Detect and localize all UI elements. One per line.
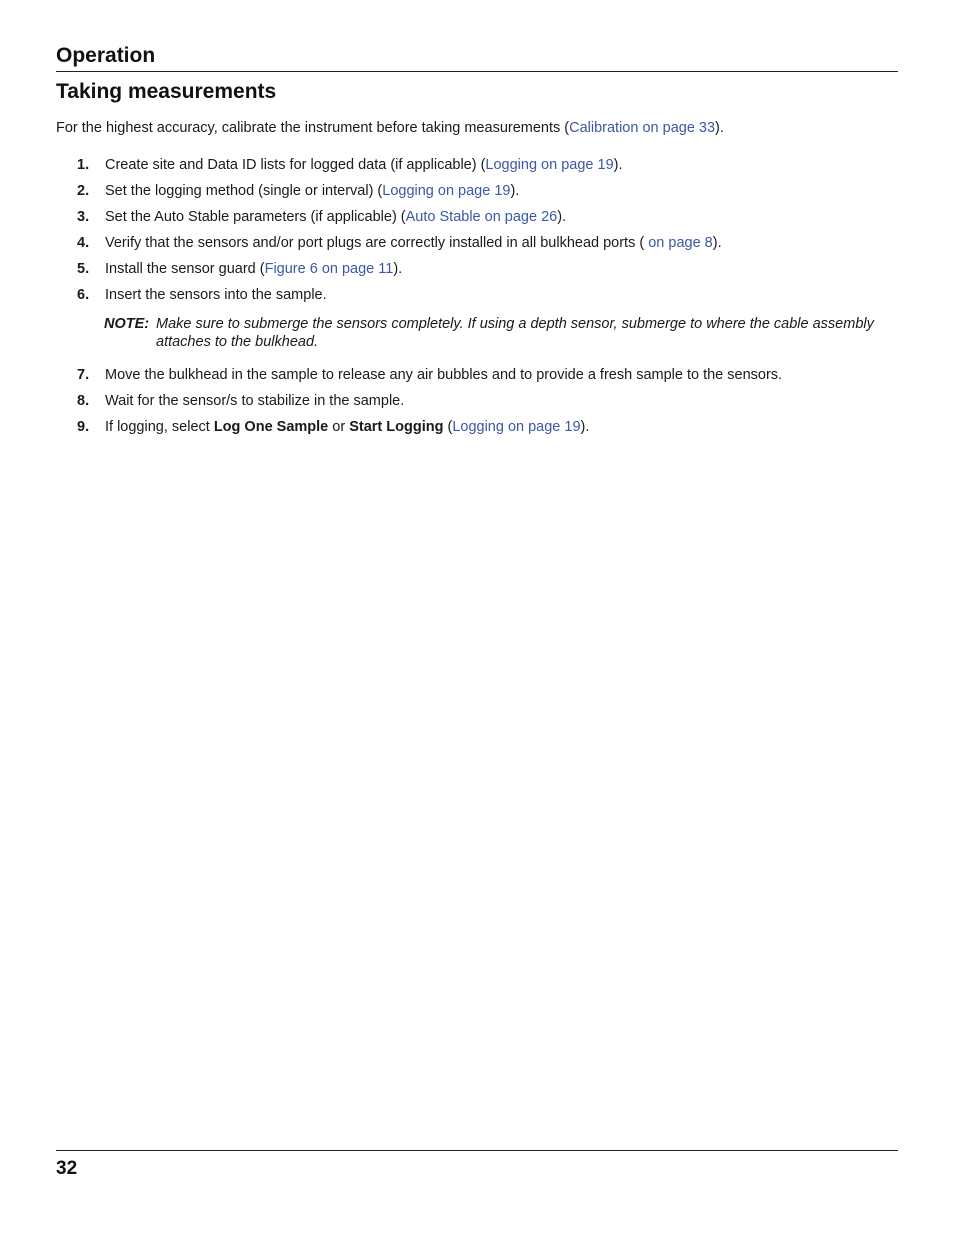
step-link[interactable]: Logging on page 19 [485, 157, 614, 173]
step-text: Install the sensor guard ( [105, 261, 265, 277]
page-number: 32 [56, 1158, 78, 1179]
step-4 [56, 233, 898, 259]
intro-text: For the highest accuracy, calibrate the instrument before taking measurements ( [56, 120, 570, 136]
step-number: 8. [77, 393, 90, 409]
note-text: Make sure to submerge the sensors completely. If using a depth sensor, submerge to where the cable assembly attaches to the bulkhead. [156, 316, 874, 350]
step-number: 7. [77, 367, 90, 383]
header-rule [56, 71, 898, 72]
step-5 [56, 259, 898, 285]
step-1 [56, 155, 898, 181]
intro-after: ). [715, 120, 724, 136]
footer-rule [56, 1150, 898, 1151]
step-text: Verify that the sensors and/or port plugs are correctly installed in all bulkhead ports ( [105, 235, 645, 251]
note-label: NOTE: [104, 316, 150, 332]
step-mid: or [328, 419, 350, 435]
start-logging-label: Start Logging [349, 419, 444, 435]
step-link[interactable]: Auto Stable on page 26 [405, 209, 558, 225]
step-text: ( [443, 419, 453, 435]
step-3 [56, 207, 898, 233]
step-after: ). [557, 209, 567, 225]
step-text: Set the logging method (single or interval) ( [105, 183, 383, 199]
step-number: 2. [77, 183, 90, 199]
step-text: Wait for the sensor/s to stabilize in the sample. [105, 393, 405, 409]
step-number: 4. [77, 235, 90, 251]
step-link[interactable]: Figure 6 on page 11 [264, 261, 394, 277]
step-after: ). [393, 261, 403, 277]
step-number: 6. [77, 287, 90, 303]
step-number: 1. [77, 157, 90, 173]
step-text: Insert the sensors into the sample. [105, 287, 327, 303]
step-number: 5. [77, 261, 90, 277]
step-text: Create site and Data ID lists for logged data (if applicable) ( [105, 157, 486, 173]
calibration-link[interactable]: Calibration on page 33 [569, 120, 716, 136]
step-link[interactable]: Logging on page 19 [452, 419, 581, 435]
step-after: ). [613, 157, 623, 173]
step-8 [56, 391, 898, 417]
step-7 [56, 365, 898, 391]
step-9 [56, 417, 898, 443]
step-text: Set the Auto Stable parameters (if applicable) ( [105, 209, 406, 225]
step-link[interactable]: Logging on page 19 [382, 183, 511, 199]
chapter-title: Operation [56, 44, 156, 67]
log-one-sample-label: Log One Sample [213, 419, 329, 435]
step-after: ). [510, 183, 520, 199]
step-after: ). [580, 419, 590, 435]
intro-paragraph [56, 118, 724, 138]
step-6 [56, 285, 898, 311]
step-after: ). [712, 235, 722, 251]
steps-list [56, 155, 898, 443]
note-block [56, 315, 898, 351]
step-link[interactable]: on page 8 [644, 235, 713, 251]
step-text: Move the bulkhead in the sample to release any air bubbles and to provide a fresh sample to the sensors. [105, 367, 783, 383]
document-page [56, 0, 898, 1235]
step-2 [56, 181, 898, 207]
step-number: 9. [77, 419, 90, 435]
step-pre: If logging, select [105, 419, 214, 435]
section-title: Taking measurements [56, 80, 277, 103]
step-number: 3. [77, 209, 90, 225]
